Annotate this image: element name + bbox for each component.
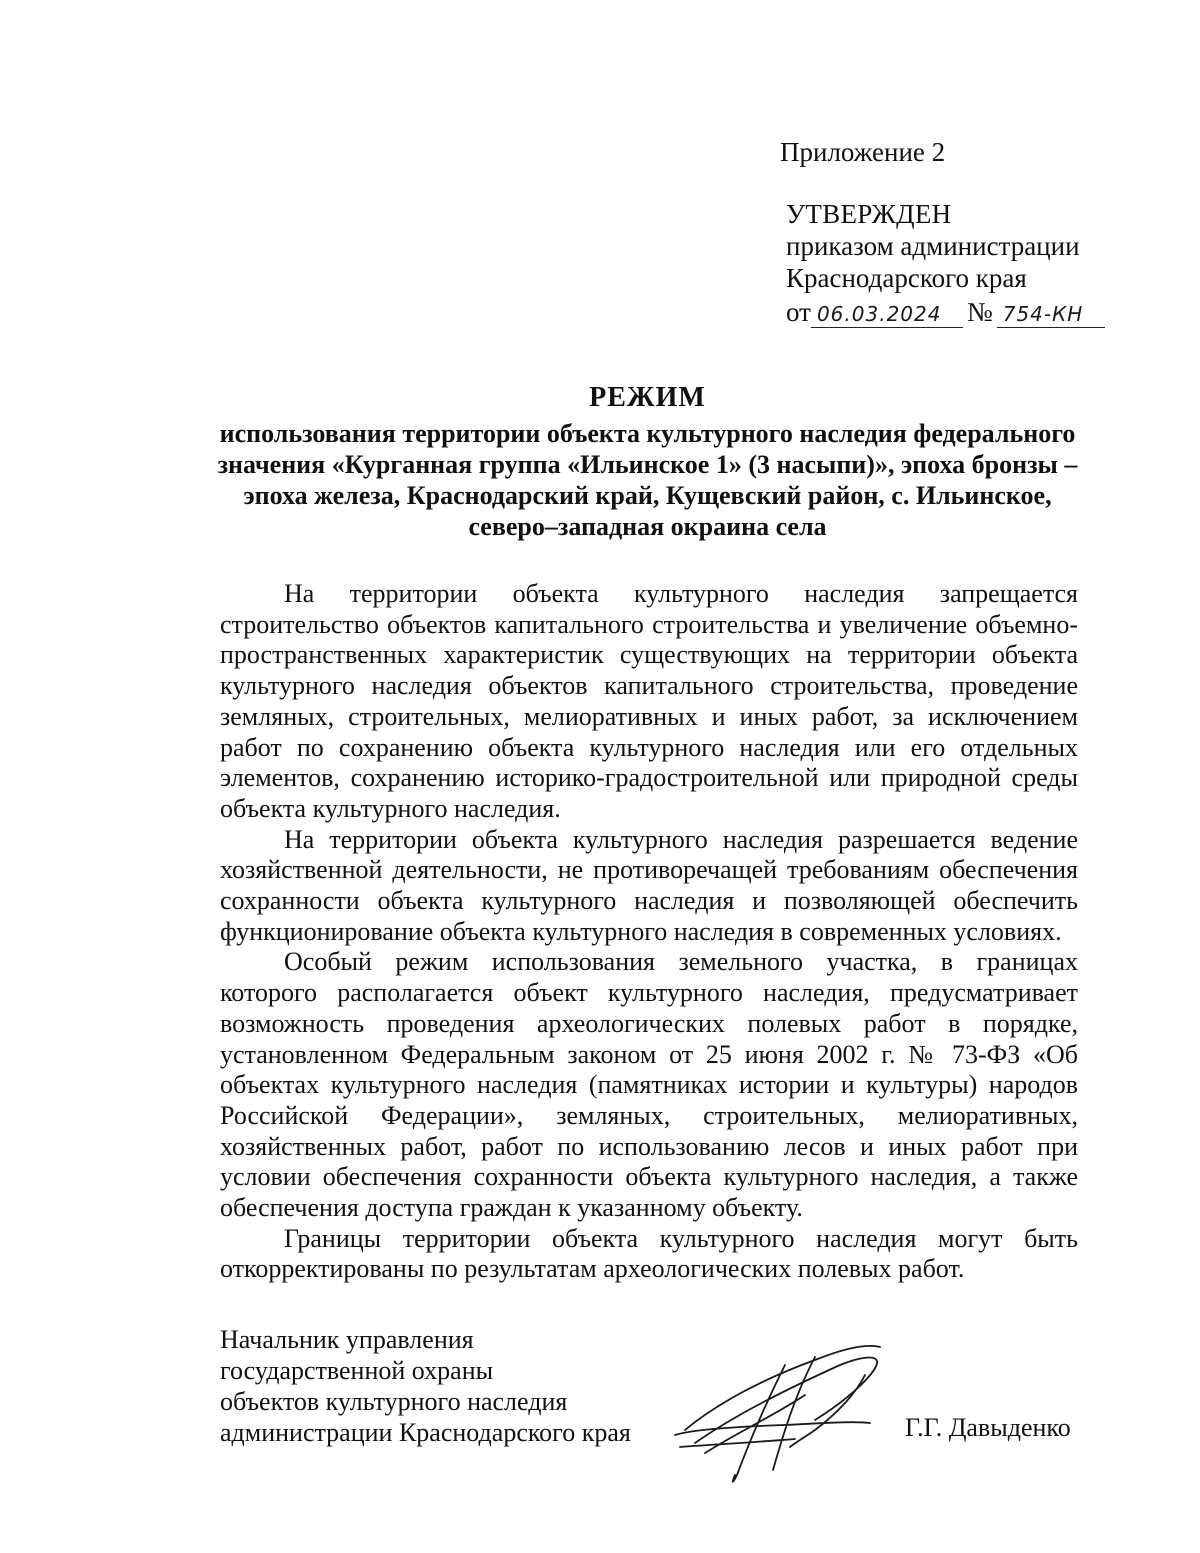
title-subtitle: использования территории объекта культурного наследия федерального значения «Курганная группа «Ильинское 1» (3 насыпи)», эпоха бронзы – эпоха железа, Краснодарский край, Кущевский район, с. Ильинское, северо–западная окраина села [217,419,1078,541]
body-paragraph-3: Особый режим использования земельного участка, в границах которого располагается объект культурного наследия, предусматривает возможность проведения археологических полевых работ в порядке, установленном Федеральным законом от 25 июня 2002 г. № 73-ФЗ «Об объектах культурного наследия (памятниках истории и культуры) народов Российской Федерации», земляных, строительных, мелиоративных, хозяйственных работ, работ по использованию лесов и иных работ при условии обеспечения сохранности объекта культурного наследия, а также обеспечения доступа граждан к указанному объекту. [220,947,1078,1223]
document-body [220,579,1078,1285]
appendix-label: Приложение 2 [780,137,946,167]
order-reference [786,296,1105,328]
position-line-3: объектов культурного наследия [220,1387,568,1416]
order-date-handwritten: 06.03.2024 [811,301,963,328]
order-number-sign: № [966,297,993,327]
order-from-label: от [786,297,811,327]
body-paragraph-4: Границы территории объекта культурного наследия могут быть откорректированы по результатам археологических полевых работ. [220,1223,1078,1284]
position-line-2: государственной охраны [220,1356,494,1385]
approval-block [786,198,1105,328]
order-number-handwritten: 754-КН [997,301,1105,328]
title-main: РЕЖИМ [589,382,706,413]
document-title [215,380,1080,542]
signer-name: Г.Г. Давыденко [905,1413,1071,1442]
signatory-position [220,1324,631,1448]
body-paragraph-2: На территории объекта культурного наследия разрешается ведение хозяйственной деятельности, не противоречащей требованиям обеспечения сохранности объекта культурного наследия и позволяющей обеспечить функционирование объекта культурного наследия в современных условиях. [220,824,1078,946]
body-paragraph-1: На территории объекта культурного наследия запрещается строительство объектов капитального строительства и увеличение объемно-пространственных характеристик существующих на территории объекта культурного наследия объектов капитального строительства, проведение земляных, строительных, мелиоративных и иных работ, за исключением работ по сохранению объекта культурного наследия или его отдельных элементов, сохранению историко-градостроительной или природной среды объекта культурного наследия. [220,579,1078,823]
position-line-1: Начальник управления [220,1325,474,1354]
approved-by-line-1: приказом администрации [786,231,1080,261]
approved-by-line-2: Краснодарского края [786,263,1027,293]
handwritten-signature [665,1335,895,1485]
approved-heading: УТВЕРЖДЕН [786,199,952,229]
position-line-4: администрации Краснодарского края [220,1418,631,1447]
